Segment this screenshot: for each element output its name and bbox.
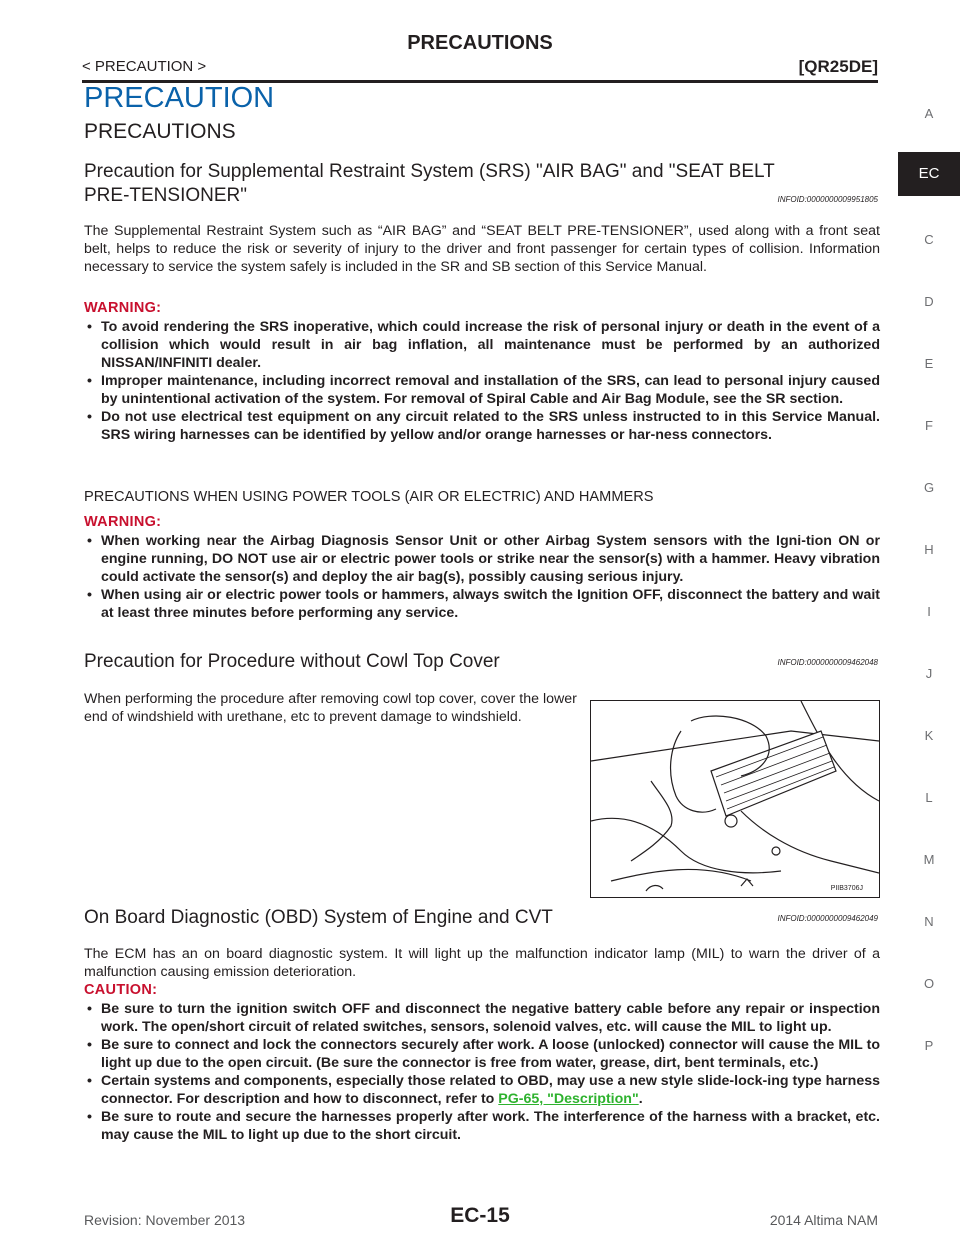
description-link[interactable]: PG-65, "Description" [498,1091,639,1107]
figure-caption: PIIB3706J [830,885,863,892]
side-index-a[interactable]: A [924,106,934,121]
side-index-f[interactable]: F [925,418,933,433]
side-index-e[interactable]: E [924,356,934,371]
cowl-heading: Precaution for Procedure without Cowl Top Cover [84,651,500,672]
srs-heading-line2: PRE-TENSIONER" [84,185,247,206]
obd-caution-label: CAUTION: [84,982,158,998]
srs-warning-list [84,318,880,444]
power-tools-warning-item: • When working near the Airbag Diagnosis Sensor Unit or other Airbag System sensors with the Igni-tion ON or engine running, DO NOT use air or electric power tools or strike near the sensor(s) with a hammer. Heavy vibration could activate the sensor(s) and deploy the air bag(s), possibly causing serious injury. [84,532,880,586]
cowl-infoid: INFOID:0000000009462048 [777,658,878,667]
srs-warning-item: • To avoid rendering the SRS inoperative, which could increase the risk of personal injury or death in the event of a collision which would result in air bag inflation, all maintenance must be performed by an authorized NISSAN/INFINITI dealer. [84,318,880,372]
breadcrumb[interactable]: < PRECAUTION > [82,58,207,75]
side-index-c[interactable]: C [924,232,934,247]
srs-heading-line1: Precaution for Supplemental Restraint System (SRS) "AIR BAG" and "SEAT BELT [84,161,775,182]
windshield-illustration [591,701,879,897]
side-index-k[interactable]: K [924,728,934,743]
srs-body: The Supplemental Restraint System such as “AIR BAG” and “SEAT BELT PRE-TENSIONER”, used along with a front seat belt, helps to reduce the risk or severity of injury to the driver and front passenger for certain types of collision. Information necessary to service the system safely is included in the SR and SB section of this Service Manual. [84,223,880,275]
side-index-d[interactable]: D [924,294,934,309]
cowl-body: When performing the procedure after removing cowl top cover, cover the lower end of windshield with urethane, etc to prevent damage to windshield. [84,691,577,725]
side-index-ec[interactable]: EC [898,152,960,196]
side-index-p[interactable]: P [924,1038,934,1053]
power-tools-warning-list [84,532,880,622]
srs-heading [84,160,884,208]
side-index-n[interactable]: N [924,914,934,929]
side-index-j[interactable]: J [925,666,933,681]
obd-caution-item: • Be sure to connect and lock the connectors securely after work. A loose (unlocked) connector will cause the MIL to light up due to the open circuit. (Be sure the connector is free from water, grease, dirt, bent terminals, etc.) [84,1036,880,1072]
side-index-h[interactable]: H [924,542,934,557]
obd-caution-3-end: . [638,1091,643,1107]
side-index-o[interactable]: O [923,976,935,991]
obd-caution-item: • Be sure to turn the ignition switch OFF and disconnect the negative battery cable before any repair or inspection work. The open/short circuit of related switches, sensors, solenoid valves, etc. will cause the MIL to light up. [84,1000,880,1036]
windshield-figure [590,700,880,898]
page-number: EC-15 [450,1204,510,1227]
side-index-m[interactable]: M [923,852,935,867]
obd-caution-3-text: Certain systems and components, especially those related to OBD, may use a new style slide-lock-ing type harness connector. For description and how to disconnect, refer to [101,1073,880,1107]
running-header-title: PRECAUTIONS [407,32,553,54]
side-index-i[interactable]: I [927,604,931,619]
side-index-l[interactable]: L [925,790,933,805]
obd-heading: On Board Diagnostic (OBD) System of Engine and CVT [84,907,553,928]
srs-warning-item: • Do not use electrical test equipment on any circuit related to the SRS unless instructed to in this Service Manual. SRS wiring harnesses can be identified by yellow and/or orange harnesses or har-ness connectors. [84,408,880,444]
power-tools-heading: PRECAUTIONS WHEN USING POWER TOOLS (AIR OR ELECTRIC) AND HAMMERS [84,489,654,505]
obd-caution-item: • Be sure to route and secure the harnesses properly after work. The interference of the harness with a bracket, etc. may cause the MIL to light up due to the short circuit. [84,1108,880,1144]
srs-warning-label: WARNING: [84,300,162,316]
obd-body: The ECM has an on board diagnostic system. It will light up the malfunction indicator lamp (MIL) to warn the driver of a malfunction causing emission deterioration. [84,946,880,980]
power-tools-warning-item: • When using air or electric power tools or hammers, always switch the Ignition OFF, disconnect the battery and wait at least three minutes before performing any service. [84,586,880,622]
side-index-g[interactable]: G [923,480,935,495]
obd-caution-item-slide-lock [84,1072,880,1108]
section-title: PRECAUTION [84,82,275,114]
srs-warning-item: • Improper maintenance, including incorrect removal and installation of the SRS, can lead to personal injury caused by unintentional activation of the system. For removal of Spiral Cable and Air Bag Module, see the SR section. [84,372,880,408]
footer-revision: Revision: November 2013 [84,1212,246,1228]
srs-infoid: INFOID:0000000009951805 [777,195,878,204]
obd-infoid: INFOID:0000000009462049 [777,914,878,923]
footer-model: 2014 Altima NAM [769,1212,878,1228]
subsection-title: PRECAUTIONS [84,120,236,143]
power-tools-warning-label: WARNING: [84,514,162,530]
obd-caution-list [84,1000,880,1144]
engine-code: [QR25DE] [798,57,878,76]
